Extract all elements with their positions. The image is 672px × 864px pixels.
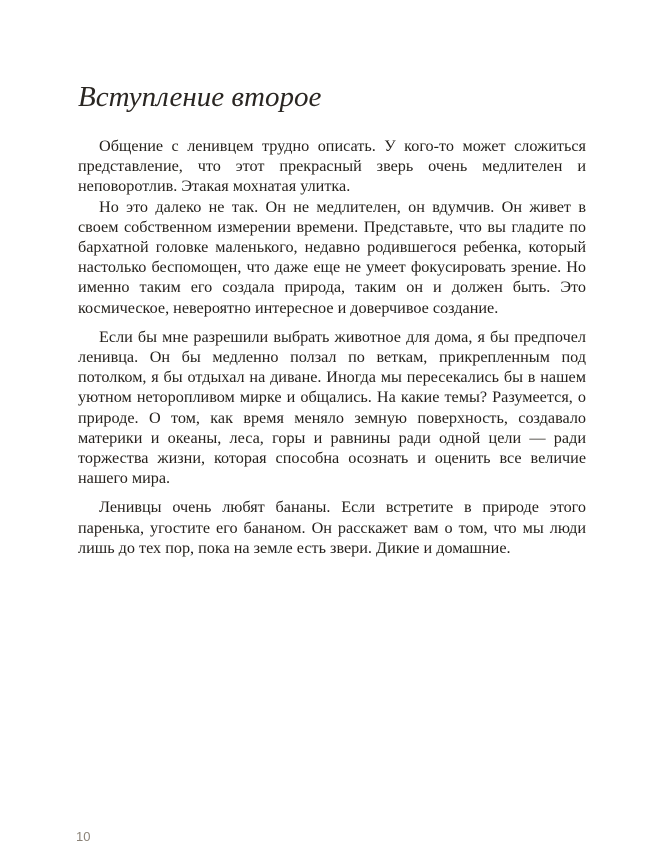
chapter-title: Вступление второе [78,81,322,113]
paragraph-3: Если бы мне разрешили выбрать животное для дома, я бы предпочел ленивца. Он бы медленно ползал по веткам, прикрепленным под потолком, я бы отдыхал на диване. Иногда мы пересекались бы в нашем уютном неторопливом мирке и общались. На какие темы? Разумеется, о природе. О том, как время меняло земную поверхность, создавало материки и океаны, леса, горы и равнины ради одной цели — ради торжества жизни, которая способна осознать и оценить все величие нашего мира. [78,327,586,488]
page-number: 10 [76,829,91,844]
paragraph-2: Но это далеко не так. Он не медлителен, он вдумчив. Он живет в своем собственном измерении времени. Представьте, что вы гладите по бархатной головке маленького, недавно родившегося ребенка, который настолько беспомощен, что даже еще не умеет фокусировать зрение. Но именно таким его создала природа, таким он и должен быть. Это космическое, невероятно интересное и доверчивое создание. [78,197,586,317]
paragraph-4: Ленивцы очень любят бананы. Если встретите в природе этого паренька, угостите его бананом. Он расскажет вам о том, что мы люди лишь до тех пор, пока на земле есть звери. Дикие и домашние. [78,498,586,557]
paragraph-1: Общение с ленивцем трудно описать. У кого-то может сложиться представление, что этот прекрасный зверь очень медлителен и неповоротлив. Этакая мохнатая улитка. [78,137,586,196]
body-text [78,136,586,558]
